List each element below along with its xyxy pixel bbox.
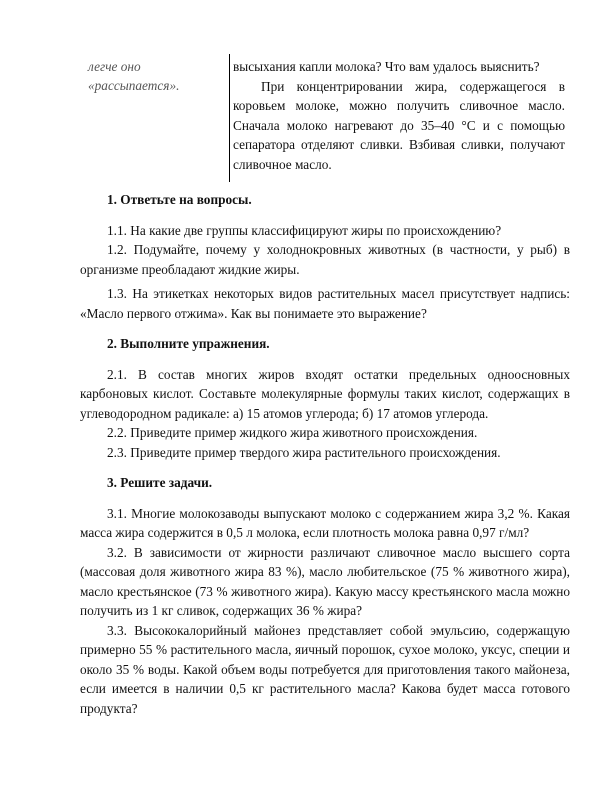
paragraph: высыхания капли молока? Что вам удалось выяснить? xyxy=(233,59,540,74)
question: 1.3. На этикетках некоторых видов растительных масел присутствует надпись: «Масло первого отжима». Как вы понимаете это выражение? xyxy=(80,286,570,321)
paragraph: При концентрировании жира, содержащегося в коровьем молоке, можно получить сливочное масло. Сначала молоко нагревают до 35–40 °С и с помощью сепаратора отделяют сливки. Взбивая сливки, получают сливочное масло. xyxy=(233,78,565,172)
margin-note-line: «рассыпается». xyxy=(88,78,180,93)
exercise: 2.1. В состав многих жиров входят остатки предельных одноосновных карбоновых кислот. Составьте молекулярные формулы таких кислот, содержащих в углеводородном радикале: а) 15 атомов углерода; б) 17 атомов углерода. xyxy=(80,366,570,421)
margin-note-line: легче оно xyxy=(88,59,141,74)
problem: 3.3. Высококалорийный майонез представляет собой эмульсию, содержащую примерно 55 % растительного масла, яичный порошок, сухое молоко, уксус, специи и около 35 % воды. Какой объем воды потребуется для приготовления такого майонеза, если имеется в наличии 0,5 кг растительного масла? Какова будет масса готового продукта? xyxy=(80,622,570,716)
margin-note xyxy=(88,57,223,95)
exercise: 2.2. Приведите пример жидкого жира животного происхождения. xyxy=(107,425,478,440)
exercise: 2.3. Приведите пример твердого жира растительного происхождения. xyxy=(107,444,501,460)
text-column xyxy=(233,57,565,174)
question: 1.2. Подумайте, почему у холоднокровных животных (в частности, у рыб) в организме преобладают жидкие жиры. xyxy=(80,242,570,277)
question: 1.1. На какие две группы классифицируют жиры по происхождению? xyxy=(107,222,502,238)
section-heading: 1. Ответьте на вопросы. xyxy=(107,192,252,207)
section-heading: 2. Выполните упражнения. xyxy=(107,336,270,351)
column-divider xyxy=(229,54,230,182)
problem: 3.1. Многие молокозаводы выпускают молоко с содержанием жира 3,2 %. Какая масса жира содержится в 0,5 л молока, если плотность молока равна 0,97 г/мл? xyxy=(80,505,570,540)
problem: 3.2. В зависимости от жирности различают сливочное масло высшего сорта (массовая доля животного жира 83 %), масло любительское (75 % животного жира), масло крестьянское (73 % животного жира). Какую массу крестьянского масла можно получить из 1 кг сливок, содержащих 36 % жира? xyxy=(80,544,570,618)
section-heading: 3. Решите задачи. xyxy=(107,475,213,490)
exercises xyxy=(80,190,570,718)
